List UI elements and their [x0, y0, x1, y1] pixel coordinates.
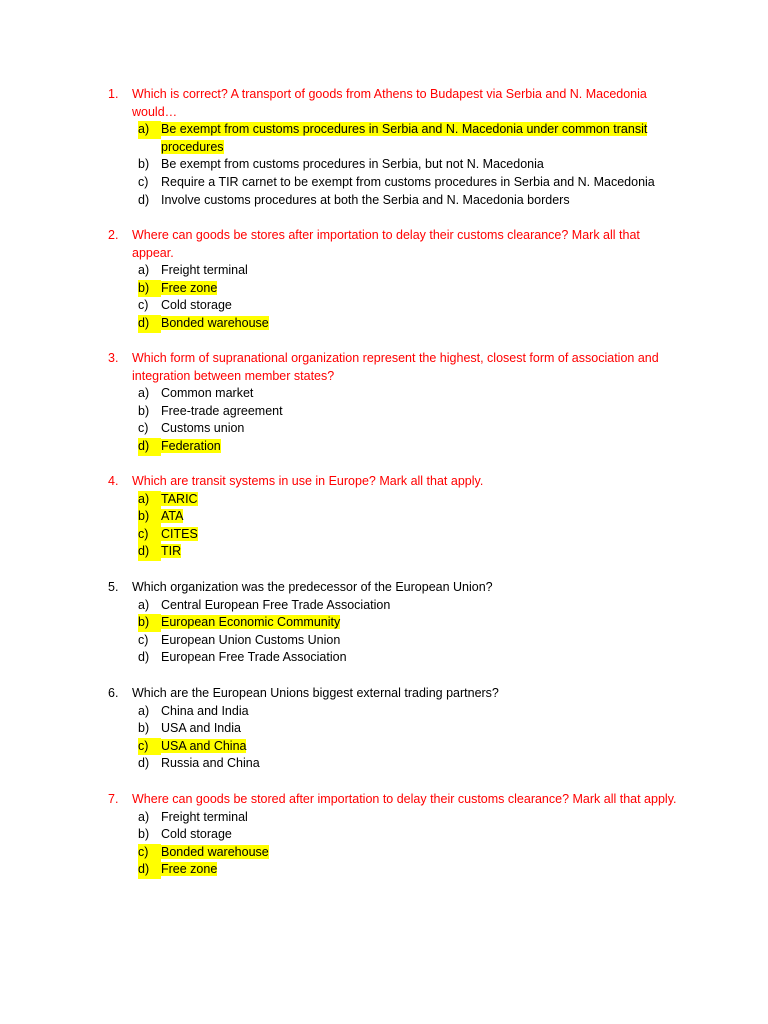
option-list	[108, 703, 678, 773]
answer-option	[108, 156, 678, 174]
answer-option-highlighted	[108, 121, 678, 156]
option-letter: a)	[138, 263, 150, 278]
answer-option	[108, 192, 678, 210]
option-text: CITES	[161, 526, 198, 541]
answer-option	[108, 403, 678, 421]
answer-option-highlighted	[108, 315, 678, 333]
answer-option	[108, 809, 678, 827]
answer-option-highlighted	[108, 526, 678, 544]
option-letter: d)	[138, 861, 161, 879]
question-text: Where can goods be stored after importation to delay their customs clearance? Mark all that apply.	[132, 792, 677, 806]
question-2	[108, 227, 678, 333]
answer-option	[108, 597, 678, 615]
option-text: Be exempt from customs procedures in Serbia, but not N. Macedonia	[161, 157, 544, 172]
question-text: Which are the European Unions biggest external trading partners?	[132, 686, 499, 700]
question-7	[108, 791, 678, 879]
option-letter: c)	[138, 632, 149, 647]
answer-option-highlighted	[108, 280, 678, 298]
option-text: Common market	[161, 386, 254, 401]
option-letter: a)	[138, 491, 161, 509]
option-text: Bonded warehouse	[161, 844, 269, 859]
option-text: Cold storage	[161, 827, 232, 842]
option-letter: d)	[138, 438, 161, 456]
option-text: Require a TIR carnet to be exempt from customs procedures in Serbia and N. Macedonia	[161, 174, 655, 189]
answer-option-highlighted	[108, 438, 678, 456]
answer-option-highlighted	[108, 844, 678, 862]
question-text: Which organization was the predecessor of the European Union?	[132, 580, 493, 594]
question-number: 4.	[108, 474, 119, 488]
option-list	[108, 385, 678, 455]
question-1	[108, 86, 678, 209]
option-letter: d)	[138, 650, 150, 665]
question-number: 7.	[108, 792, 119, 806]
option-text: Free-trade agreement	[161, 403, 283, 418]
option-text: USA and China	[161, 738, 247, 753]
option-text: European Free Trade Association	[161, 650, 347, 665]
option-text: Freight terminal	[161, 809, 248, 824]
question-5	[108, 579, 678, 667]
answer-option	[108, 826, 678, 844]
option-letter: a)	[138, 121, 161, 139]
answer-option-highlighted	[108, 491, 678, 509]
option-letter: a)	[138, 809, 150, 824]
question-4	[108, 473, 678, 561]
option-text: Free zone	[161, 862, 218, 877]
answer-option	[108, 755, 678, 773]
option-letter: b)	[138, 721, 150, 736]
option-letter: a)	[138, 703, 150, 718]
answer-option-highlighted	[108, 543, 678, 561]
answer-option-highlighted	[108, 508, 678, 526]
answer-option	[108, 385, 678, 403]
option-letter: c)	[138, 298, 149, 313]
option-letter: a)	[138, 597, 150, 612]
option-list	[108, 491, 678, 561]
option-text: Central European Free Trade Association	[161, 597, 391, 612]
option-text: Customs union	[161, 421, 245, 436]
option-text: TARIC	[161, 491, 198, 506]
option-text: Federation	[161, 438, 221, 453]
answer-option	[108, 703, 678, 721]
option-letter: d)	[138, 192, 150, 207]
option-text: Free zone	[161, 280, 218, 295]
option-text: Involve customs procedures at both the Serbia and N. Macedonia borders	[161, 192, 570, 207]
option-letter: b)	[138, 508, 161, 526]
option-text: European Economic Community	[161, 615, 341, 630]
option-list	[108, 262, 678, 332]
option-letter: c)	[138, 844, 161, 862]
option-list	[108, 809, 678, 879]
option-text: European Union Customs Union	[161, 632, 341, 647]
option-letter: c)	[138, 526, 161, 544]
question-number: 6.	[108, 686, 119, 700]
question-6	[108, 685, 678, 773]
option-letter: d)	[138, 543, 161, 561]
question-text: Which are transit systems in use in Europe? Mark all that apply.	[132, 474, 484, 488]
option-letter: c)	[138, 421, 149, 436]
question-text: Which form of supranational organization represent the highest, closest form of association and integration between member states?	[132, 351, 659, 383]
option-letter: d)	[138, 315, 161, 333]
question-number: 5.	[108, 580, 119, 594]
question-number: 3.	[108, 351, 119, 365]
option-text: Be exempt from customs procedures in Serbia and N. Macedonia under common transit procedures	[161, 122, 648, 154]
answer-option	[108, 632, 678, 650]
answer-option-highlighted	[108, 614, 678, 632]
option-letter: b)	[138, 280, 161, 298]
answer-option	[108, 262, 678, 280]
option-letter: b)	[138, 827, 150, 842]
option-text: Russia and China	[161, 756, 260, 771]
option-letter: b)	[138, 614, 161, 632]
option-list	[108, 597, 678, 667]
option-text: China and India	[161, 703, 249, 718]
option-list	[108, 121, 678, 209]
option-text: Freight terminal	[161, 263, 248, 278]
answer-option-highlighted	[108, 738, 678, 756]
option-letter: b)	[138, 157, 150, 172]
answer-option	[108, 649, 678, 667]
option-letter: c)	[138, 738, 161, 756]
answer-option-highlighted	[108, 861, 678, 879]
answer-option	[108, 174, 678, 192]
question-number: 2.	[108, 228, 119, 242]
question-number: 1.	[108, 87, 119, 101]
option-text: Cold storage	[161, 298, 232, 313]
option-letter: b)	[138, 403, 150, 418]
question-3	[108, 350, 678, 456]
question-text: Where can goods be stores after importation to delay their customs clearance? Mark all that appear.	[132, 228, 640, 260]
question-text: Which is correct? A transport of goods from Athens to Budapest via Serbia and N. Macedonia would…	[132, 87, 647, 119]
answer-option	[108, 420, 678, 438]
option-letter: d)	[138, 756, 150, 771]
option-letter: c)	[138, 174, 149, 189]
option-letter: a)	[138, 386, 150, 401]
option-text: ATA	[161, 509, 184, 524]
option-text: Bonded warehouse	[161, 315, 269, 330]
option-text: TIR	[161, 544, 182, 559]
answer-option	[108, 720, 678, 738]
option-text: USA and India	[161, 721, 241, 736]
answer-option	[108, 297, 678, 315]
